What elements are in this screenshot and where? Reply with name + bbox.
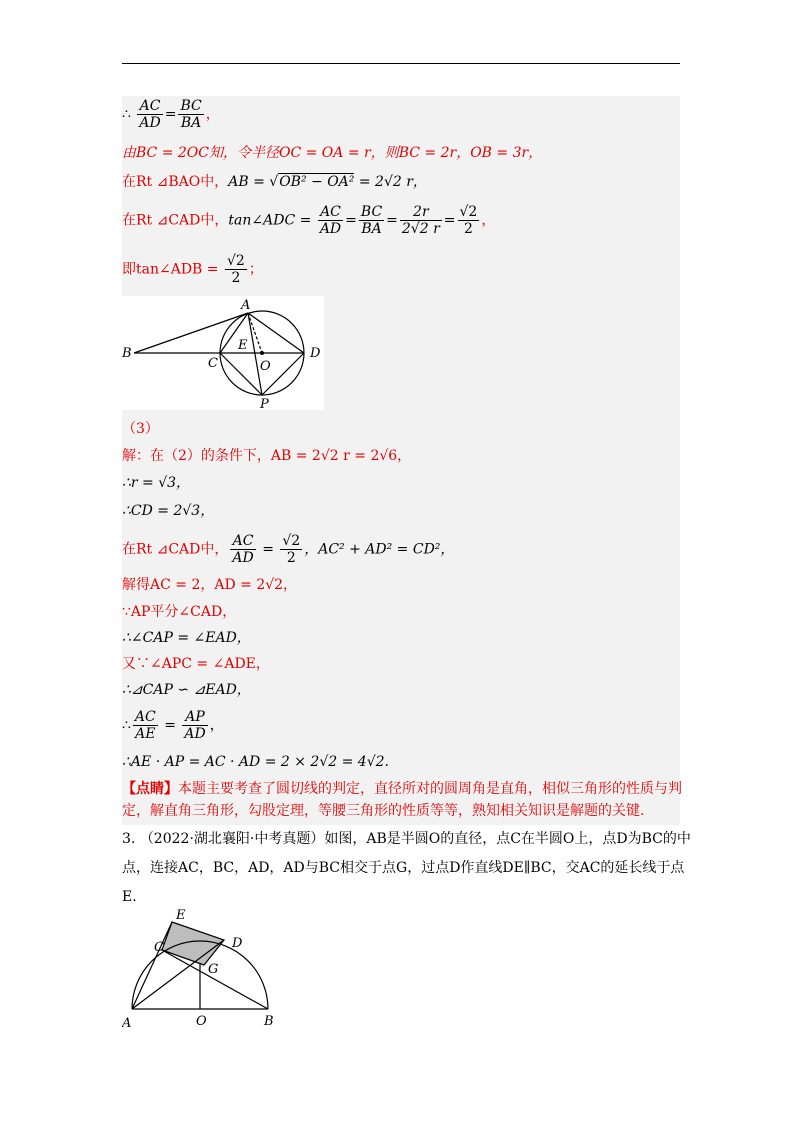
line-final: ∴AE · AP = AC · AD = 2 × 2√2 = 4√2. — [122, 754, 389, 770]
line-ab-value: 解：在（2）的条件下，AB = 2√2 r = 2√6， — [122, 448, 412, 464]
key-point-note — [122, 778, 682, 822]
line-angle-apc: 又∵∠APC = ∠ADE， — [122, 656, 270, 672]
problem-source: （2022·湖北襄阳·中考真题） — [139, 831, 325, 847]
label2-g: G — [208, 962, 219, 977]
line-similar: ∴⊿CAP ∽ ⊿EAD， — [122, 682, 251, 698]
line-ab-length: 在Rt ⊿BAO中，AB = √OB² − OA² = 2√2 r， — [122, 174, 427, 190]
label-p: P — [260, 397, 269, 410]
label-b: B — [122, 346, 132, 361]
key-point-text: 本题主要考查了圆切线的判定，直径所对的圆周角是直角，相似三角形的性质与判定，解直角三角形，勾股定理，等腰三角形的性质等等，熟知相关知识是解题的关键. — [122, 781, 682, 819]
figure-semicircle — [122, 905, 282, 1033]
therefore-symbol: ∴ — [122, 106, 131, 123]
label-c: C — [208, 356, 218, 371]
label2-a: A — [122, 1016, 132, 1031]
fraction-ac-ad: $\frac{AC}{AD}$ — [139, 98, 161, 131]
label2-e: E — [176, 908, 186, 923]
line-tan-adb: 即tan∠ADB = $\frac{√2}{2}$ ； — [122, 253, 263, 286]
key-point-tag: 【点睛】 — [122, 781, 178, 797]
problem-text: 如图，AB是半圆O的直径，点C在半圆O上，点D为BC的中点，连接AC，BC，AD，AD与BC相交于点G，过点D作直线DE∥BC，交AC的延长线于点E. — [122, 831, 691, 905]
fraction-bc-ba: $\frac{BC}{BA}$ — [180, 98, 202, 131]
label-e: E — [238, 338, 248, 353]
label2-d: D — [232, 936, 243, 951]
label-a: A — [241, 298, 251, 313]
line-r-value: ∴r = √3， — [122, 475, 191, 491]
label2-c: C — [154, 940, 164, 955]
label-d: D — [310, 346, 321, 361]
label2-o: O — [196, 1014, 207, 1029]
line-radius: 由BC = 2OC知，令半径OC = OA = r，则BC = 2r，OB = 3r， — [122, 145, 543, 161]
line-angle-cap: ∴∠CAP = ∠EAD， — [122, 630, 251, 646]
line-solve: 解得AC = 2，AD = 2√2， — [122, 577, 298, 593]
label2-b: B — [264, 1014, 274, 1029]
line-tan-adc: 在Rt ⊿CAD中，tan∠ADC = $\frac{AC}{AD}$ = $\frac{BC}{BA}$ = $\frac{2r}{2√2 r}$ = $\frac{√2}{2}$ ， — [122, 204, 496, 237]
line-ratio-3: ∴ $\frac{AC}{AE}$ = $\frac{AP}{AD}$ ， — [122, 709, 224, 742]
label-o: O — [260, 359, 271, 374]
figure-circle-tangent — [122, 296, 324, 410]
line-cd-value: ∴CD = 2√3， — [122, 503, 215, 519]
problem-3 — [122, 825, 692, 912]
line-bisect: ∵AP平分∠CAD， — [122, 604, 237, 620]
header-rule — [122, 63, 680, 64]
part-3-heading: （3） — [122, 421, 159, 437]
problem-number: 3. — [122, 831, 136, 847]
line-ratio-1: ∴ $\frac{AC}{AD}$ = $\frac{BC}{BA}$ ， — [122, 98, 220, 131]
line-ratio-2: 在Rt ⊿CAD中， $\frac{AC}{AD}$ = $\frac{√2}{2}$ ，AC² + AD² = CD²， — [122, 533, 455, 566]
